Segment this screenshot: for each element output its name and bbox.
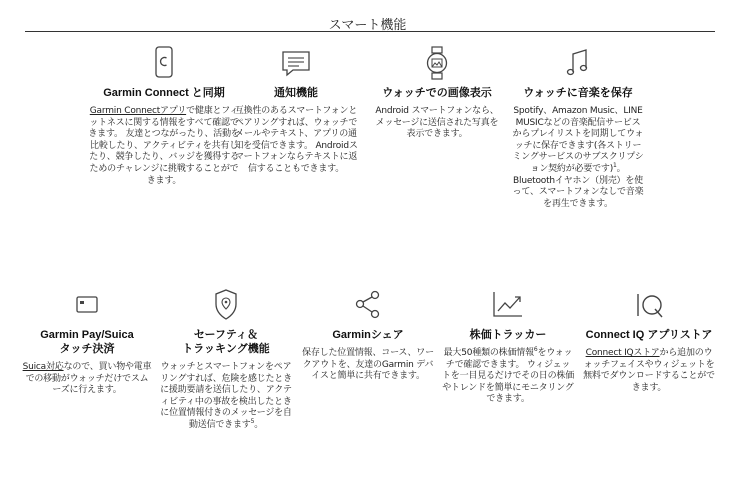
payment-card-icon xyxy=(22,288,152,324)
feature-description: Garmin Connectアプリで健康とフィットネスに関する情報をすべて確認できます。 友達とつながったり、活動を比較したり、アクティビティを共有したり、競争したり、バッジを獲得するためのチャレンジに挑戦することができます。 xyxy=(88,106,240,186)
feature-title: セーフティ＆ トラッキング機能 xyxy=(182,329,270,355)
suica-support-link[interactable]: Suica対応 xyxy=(22,362,64,372)
feature-title: ウォッチでの画像表示 xyxy=(382,87,492,99)
feature-description: ウォッチとスマートフォンをペアリングすれば、危険を感じたときに援助要請を送信したり、アクティビティ中の事故を検出したときに位置情報付きのメッセージを自動送信できます$^5$。 xyxy=(160,362,292,430)
feature-title: Garmin Connect と同期 xyxy=(103,87,225,99)
feature-garmin-connect xyxy=(88,46,240,187)
feature-title: 通知機能 xyxy=(274,87,318,99)
feature-connect-iq-store xyxy=(582,288,716,394)
smartphone-icon xyxy=(88,46,240,82)
title-divider xyxy=(25,31,715,32)
feature-garmin-share xyxy=(302,288,434,383)
connect-iq-icon xyxy=(582,288,716,324)
feature-description: Suica対応なので、買い物や電車での移動がウォッチだけでスムーズに行えます。 xyxy=(22,362,152,396)
safety-shield-icon xyxy=(160,288,292,324)
feature-title: ウォッチに音楽を保存 xyxy=(523,87,633,99)
feature-music-storage xyxy=(512,46,644,210)
feature-description: 最大50種類の株価情報$^6$をウォッチで確認できます。 ウィジェットを一目見るだけでその日の株価やトレンドを簡単にモニタリングできます。 xyxy=(442,346,575,405)
connect-iq-store-link[interactable]: Connect IQストア xyxy=(585,348,660,358)
feature-title: Garmin Pay/Suica タッチ決済 xyxy=(40,329,134,355)
chat-message-icon xyxy=(232,46,360,82)
feature-description: Android スマートフォンなら、メッセージに送信された写真を表示できます。 xyxy=(375,106,499,140)
garmin-connect-app-link[interactable]: Garmin Connectアプリ xyxy=(89,106,187,116)
feature-garmin-pay-suica xyxy=(22,288,152,397)
share-icon xyxy=(302,288,434,324)
feature-notifications xyxy=(232,46,360,176)
stock-chart-icon xyxy=(442,288,574,324)
music-note-icon xyxy=(512,46,644,82)
feature-stock-tracker xyxy=(442,288,574,406)
watch-photo-icon xyxy=(372,46,502,82)
feature-description: Spotify、Amazon Music、LINE MUSICなどの音楽配信サービスからプレイリストを同期してウォッチに保存できます(各ストリーミングサービスのサブスクリプション契約が必要です)$^1$。 Bluetoothイヤホン（別売）を使って、スマートフォンなしで音楽を再生できます。 xyxy=(512,106,644,209)
feature-title: Garminシェア xyxy=(332,329,404,341)
feature-safety-tracking xyxy=(160,288,292,432)
feature-description: Connect IQストアから追加のウォッチフェイスやウィジェットを無料でダウンロードすることができます。 xyxy=(583,348,715,393)
feature-title: 株価トラッカー xyxy=(469,329,547,341)
feature-description: 保存した位置情報、コース、ワークアウトを、友達のGarmin デバイスと簡単に共有できます。 xyxy=(302,348,434,382)
feature-watch-image-display xyxy=(372,46,502,141)
feature-title: Connect IQ アプリストア xyxy=(585,329,713,341)
section-title: スマート機能 xyxy=(328,18,407,33)
feature-description: 互換性のあるスマートフォンとペアリングすれば、ウォッチでメールやテキスト、アプリの通知を受信できます。 Androidスマートフォンならテキストに返信することもできます。 xyxy=(234,106,358,174)
